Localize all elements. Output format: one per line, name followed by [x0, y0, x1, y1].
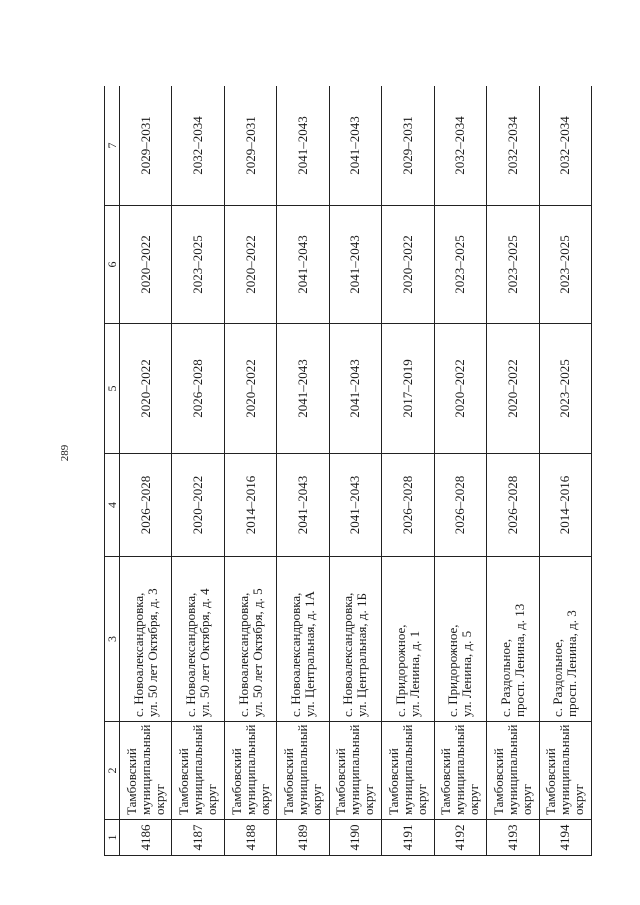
- district-cell: Тамбовский муниципальный округ: [487, 722, 539, 820]
- column-header: 3: [105, 557, 120, 722]
- table-row: [487, 86, 539, 856]
- period-col4-cell: 2020–2022: [172, 454, 224, 557]
- address-cell: [434, 557, 486, 722]
- address-locality: с. Новоалександровка,: [130, 592, 146, 717]
- period-col6-cell: 2023–2025: [172, 206, 224, 324]
- address-street: ул. 50 лет Октября, д. 3: [144, 588, 160, 717]
- address-locality: с. Придорожное,: [445, 624, 461, 717]
- period-col7-cell: 2041–2043: [329, 86, 381, 206]
- address-cell: [120, 557, 172, 722]
- address-cell: [487, 557, 539, 722]
- row-number-cell: 4191: [382, 820, 434, 856]
- table-row: [277, 86, 329, 856]
- period-col5-cell: 2017–2019: [382, 324, 434, 454]
- period-col7-cell: 2032–2034: [172, 86, 224, 206]
- page-number: 289: [59, 444, 71, 462]
- address-locality: с. Новоалександровка,: [235, 592, 251, 717]
- address-street: ул. 50 лет Октября, д. 4: [197, 588, 213, 717]
- period-col4-cell: 2026–2028: [382, 454, 434, 557]
- period-col6-cell: 2023–2025: [539, 206, 592, 324]
- district-cell: Тамбовский муниципальный округ: [172, 722, 224, 820]
- period-col4-cell: 2014–2016: [224, 454, 276, 557]
- row-number-cell: 4190: [329, 820, 381, 856]
- period-col5-cell: 2020–2022: [120, 324, 172, 454]
- table-body: [120, 86, 592, 856]
- table-container: [104, 86, 592, 856]
- table-row: [120, 86, 172, 856]
- period-col4-cell: 2041–2043: [277, 454, 329, 557]
- period-col4-cell: 2014–2016: [539, 454, 592, 557]
- district-cell: Тамбовский муниципальный округ: [329, 722, 381, 820]
- address-street: просп. Ленина, д. 13: [511, 603, 527, 717]
- row-number-cell: 4187: [172, 820, 224, 856]
- address-cell: [172, 557, 224, 722]
- period-col5-cell: 2041–2043: [277, 324, 329, 454]
- period-col6-cell: 2023–2025: [487, 206, 539, 324]
- district-cell: Тамбовский муниципальный округ: [277, 722, 329, 820]
- period-col7-cell: 2029–2031: [224, 86, 276, 206]
- header-row: [105, 86, 120, 856]
- row-number-cell: 4186: [120, 820, 172, 856]
- address-street: ул. Центральная, д. 1Б: [354, 593, 370, 717]
- table-row: [172, 86, 224, 856]
- period-col6-cell: 2020–2022: [120, 206, 172, 324]
- period-col5-cell: 2026–2028: [172, 324, 224, 454]
- period-col5-cell: 2020–2022: [224, 324, 276, 454]
- column-header: 6: [105, 206, 120, 324]
- address-locality: с. Новоалександровка,: [340, 592, 356, 717]
- table-row: [329, 86, 381, 856]
- period-col4-cell: 2026–2028: [434, 454, 486, 557]
- address-cell: [277, 557, 329, 722]
- district-cell: Тамбовский муниципальный округ: [539, 722, 592, 820]
- period-col5-cell: 2020–2022: [487, 324, 539, 454]
- address-locality: с. Раздольное,: [550, 638, 566, 717]
- address-street: ул. 50 лет Октября, д. 5: [249, 588, 265, 717]
- period-col7-cell: 2032–2034: [539, 86, 592, 206]
- district-cell: Тамбовский муниципальный округ: [434, 722, 486, 820]
- period-col7-cell: 2032–2034: [434, 86, 486, 206]
- period-col5-cell: 2020–2022: [434, 324, 486, 454]
- period-col4-cell: 2041–2043: [329, 454, 381, 557]
- column-header: 2: [105, 722, 120, 820]
- period-col6-cell: 2023–2025: [434, 206, 486, 324]
- data-table: [104, 86, 592, 856]
- table-row: [224, 86, 276, 856]
- table-row: [434, 86, 486, 856]
- address-street: ул. Центральная, д. 1А: [302, 591, 318, 717]
- period-col4-cell: 2026–2028: [120, 454, 172, 557]
- address-street: просп. Ленина, д. 3: [564, 610, 580, 717]
- district-cell: Тамбовский муниципальный округ: [382, 722, 434, 820]
- address-locality: с. Раздольное,: [497, 638, 513, 717]
- period-col6-cell: 2020–2022: [382, 206, 434, 324]
- period-col6-cell: 2041–2043: [277, 206, 329, 324]
- table-row: [539, 86, 592, 856]
- period-col7-cell: 2041–2043: [277, 86, 329, 206]
- period-col7-cell: 2029–2031: [382, 86, 434, 206]
- rotated-table-frame: [104, 86, 592, 856]
- period-col7-cell: 2029–2031: [120, 86, 172, 206]
- column-header: 5: [105, 324, 120, 454]
- district-cell: Тамбовский муниципальный округ: [224, 722, 276, 820]
- address-street: ул. Ленина, д. 1: [406, 630, 422, 717]
- district-cell: Тамбовский муниципальный округ: [120, 722, 172, 820]
- period-col5-cell: 2041–2043: [329, 324, 381, 454]
- address-cell: [382, 557, 434, 722]
- period-col5-cell: 2023–2025: [539, 324, 592, 454]
- column-header: 4: [105, 454, 120, 557]
- row-number-cell: 4194: [539, 820, 592, 856]
- address-cell: [539, 557, 592, 722]
- row-number-cell: 4188: [224, 820, 276, 856]
- period-col7-cell: 2032–2034: [487, 86, 539, 206]
- address-locality: с. Новоалександровка,: [288, 592, 304, 717]
- address-street: ул. Ленина, д. 5: [459, 630, 475, 717]
- address-cell: [224, 557, 276, 722]
- column-header: 7: [105, 86, 120, 206]
- address-locality: с. Придорожное,: [392, 624, 408, 717]
- column-header: 1: [105, 820, 120, 856]
- row-number-cell: 4192: [434, 820, 486, 856]
- period-col6-cell: 2041–2043: [329, 206, 381, 324]
- period-col4-cell: 2026–2028: [487, 454, 539, 557]
- period-col6-cell: 2020–2022: [224, 206, 276, 324]
- row-number-cell: 4193: [487, 820, 539, 856]
- table-row: [382, 86, 434, 856]
- row-number-cell: 4189: [277, 820, 329, 856]
- address-locality: с. Новоалександровка,: [183, 592, 199, 717]
- address-cell: [329, 557, 381, 722]
